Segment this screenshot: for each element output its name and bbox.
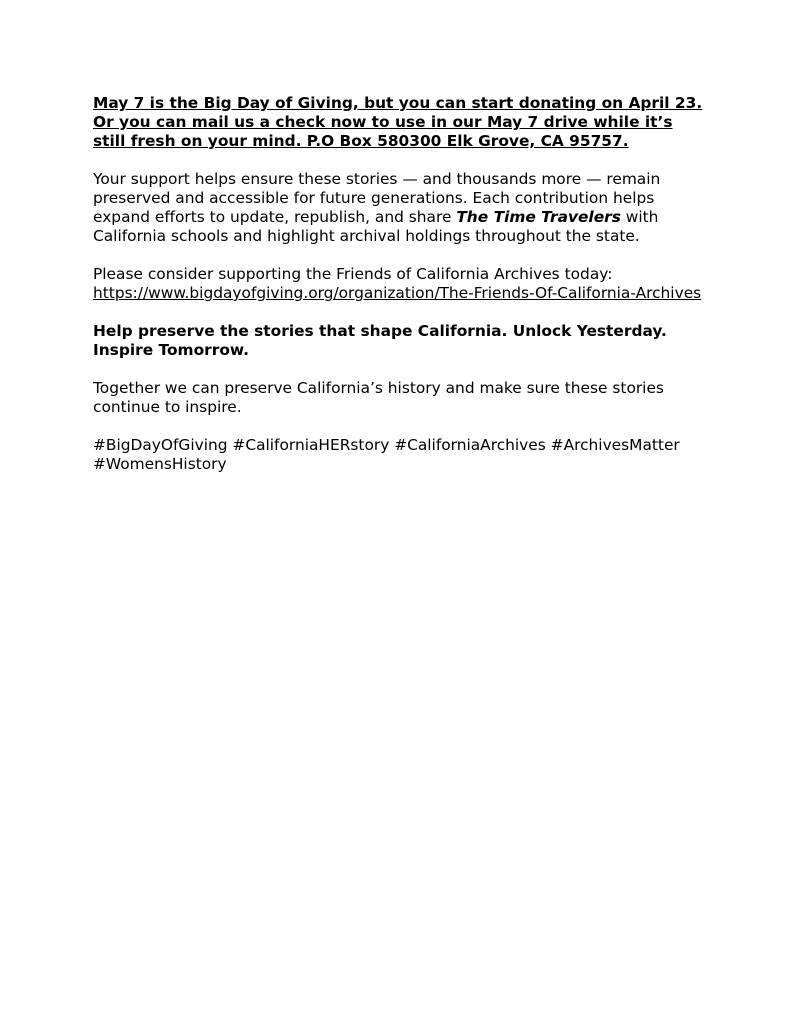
appeal-text: Please consider supporting the Friends of California Archives today: bbox=[93, 265, 613, 283]
headline-paragraph: May 7 is the Big Day of Giving, but you can start donating on April 23. Or you can mail us a check now to use in our May 7 drive while it’s still fresh on your mind. P.O Box 580300 Elk Grove, CA 95757. bbox=[93, 94, 703, 150]
support-paragraph bbox=[93, 170, 703, 246]
hashtags-paragraph: #BigDayOfGiving #CaliforniaHERstory #CaliforniaArchives #ArchivesMatter #WomensHistory bbox=[93, 436, 680, 473]
document-page bbox=[93, 94, 703, 493]
appeal-paragraph bbox=[93, 265, 703, 303]
support-text-after: with California schools and highlight archival holdings throughout the state. bbox=[93, 208, 659, 245]
donation-link[interactable]: https://www.bigdayofgiving.org/organization/The-Friends-Of-California-Archives bbox=[93, 284, 702, 302]
closing-paragraph: Together we can preserve California’s history and make sure these stories continue to inspire. bbox=[93, 379, 664, 416]
support-text-before: Your support helps ensure these stories — and thousands more — remain preserved and accessible for future generations. Each contribution helps expand efforts to update, republish, and share bbox=[93, 170, 661, 226]
tagline-paragraph: Help preserve the stories that shape California. Unlock Yesterday. Inspire Tomorrow. bbox=[93, 322, 667, 359]
book-title: The Time Travelers bbox=[456, 208, 621, 226]
